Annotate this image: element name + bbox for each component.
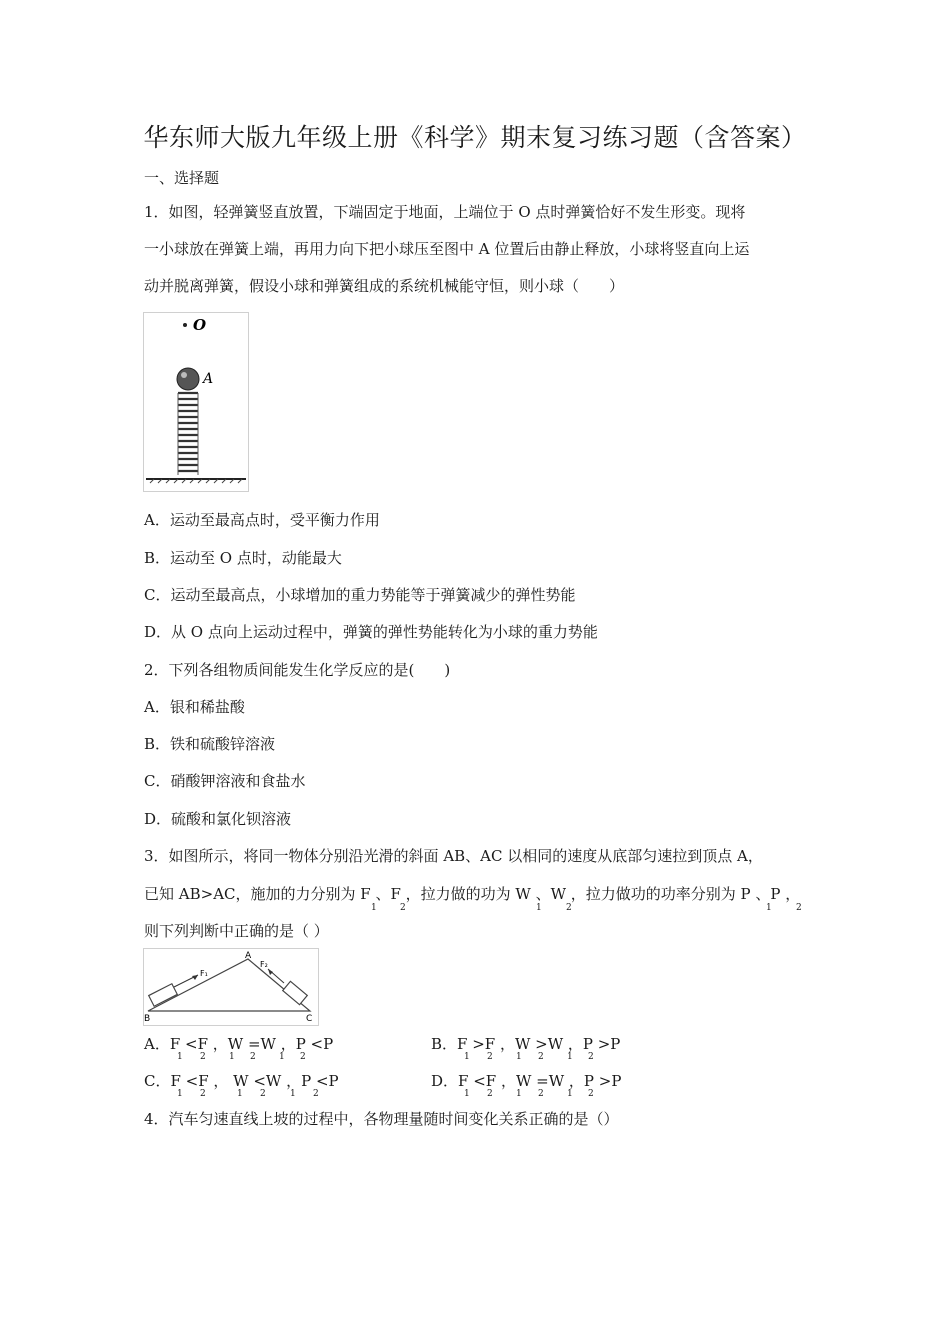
point-o-dot — [183, 323, 187, 327]
incline-diagram — [144, 949, 318, 1025]
q3-option-d: D．F <F ，W =W ，P >P — [431, 1072, 622, 1090]
q1-spring-figure — [143, 312, 249, 492]
label-f2: F₂ — [260, 960, 268, 969]
sub-p2: 2 — [796, 903, 802, 913]
sub-p1: 1 — [766, 903, 772, 913]
block-on-ac — [283, 981, 308, 1004]
q1-option-d: D．从 O 点向上运动过程中，弹簧的弹性势能转化为小球的重力势能 — [144, 623, 598, 641]
spring-coils — [178, 393, 198, 471]
label-b: B — [144, 1014, 151, 1024]
spring-diagram — [144, 313, 248, 491]
q4-stem: 4．汽车匀速直线上坡的过程中，各物理量随时间变化关系正确的是（） — [144, 1110, 619, 1128]
label-a: A — [203, 371, 214, 387]
q3-option-a: A．F <F ，W =W ，P <P — [144, 1035, 334, 1053]
label-a: A — [245, 951, 252, 961]
sub-f1: 1 — [371, 903, 377, 913]
label-c: C — [306, 1014, 313, 1024]
ball — [177, 368, 199, 390]
q3-stem-line-3: 则下列判断中正确的是（ ） — [144, 922, 329, 940]
q3-option-b: B．F >F ，W >W ，P >P — [431, 1035, 621, 1053]
page-title: 华东师大版九年级上册《科学》期末复习练习题（含答案） — [143, 123, 807, 152]
q3-stem-line-1: 3．如图所示，将同一物体分别沿光滑的斜面 AB、AC 以相同的速度从底部匀速拉到顶点 A， — [144, 847, 763, 865]
q3-incline-figure — [143, 948, 319, 1026]
label-f1: F₁ — [200, 969, 208, 978]
q3-option-c: C．F <F ， W <W ，P <P — [144, 1072, 339, 1090]
q2-option-b: B．铁和硫酸锌溶液 — [144, 735, 276, 753]
label-o: O — [193, 316, 207, 334]
q1-option-a: A．运动至最高点时，受平衡力作用 — [144, 511, 380, 529]
q1-option-c: C．运动至最高点，小球增加的重力势能等于弹簧减少的弹性势能 — [144, 586, 576, 604]
q2-option-d: D．硫酸和氯化钡溶液 — [144, 810, 292, 828]
q2-option-c: C．硝酸钾溶液和食盐水 — [144, 772, 306, 790]
q1-stem-line-2: 一小球放在弹簧上端，再用力向下把小球压至图中 A 位置后由静止释放，小球将竖直向上运 — [144, 240, 750, 258]
q2-option-a: A．银和稀盐酸 — [144, 698, 245, 716]
sub-f2: 2 — [400, 903, 406, 913]
sub-w1: 1 — [536, 903, 542, 913]
sub-w2: 2 — [566, 903, 572, 913]
q1-stem-line-1: 1．如图，轻弹簧竖直放置，下端固定于地面，上端位于 O 点时弹簧恰好不发生形变。现将 — [144, 203, 746, 221]
q3-stem-line-2: 已知 AB>AC，施加的力分别为 F 、F ，拉力做的功为 W 、W ，拉力做功的功率分别为 P 、P ， — [144, 885, 801, 903]
q1-option-b: B．运动至 O 点时，动能最大 — [144, 549, 342, 567]
q1-stem-line-3: 动并脱离弹簧，假设小球和弹簧组成的系统机械能守恒，则小球（ ） — [144, 277, 625, 295]
q2-stem: 2．下列各组物质间能发生化学反应的是( ) — [144, 661, 451, 679]
section-heading: 一、选择题 — [144, 169, 220, 187]
